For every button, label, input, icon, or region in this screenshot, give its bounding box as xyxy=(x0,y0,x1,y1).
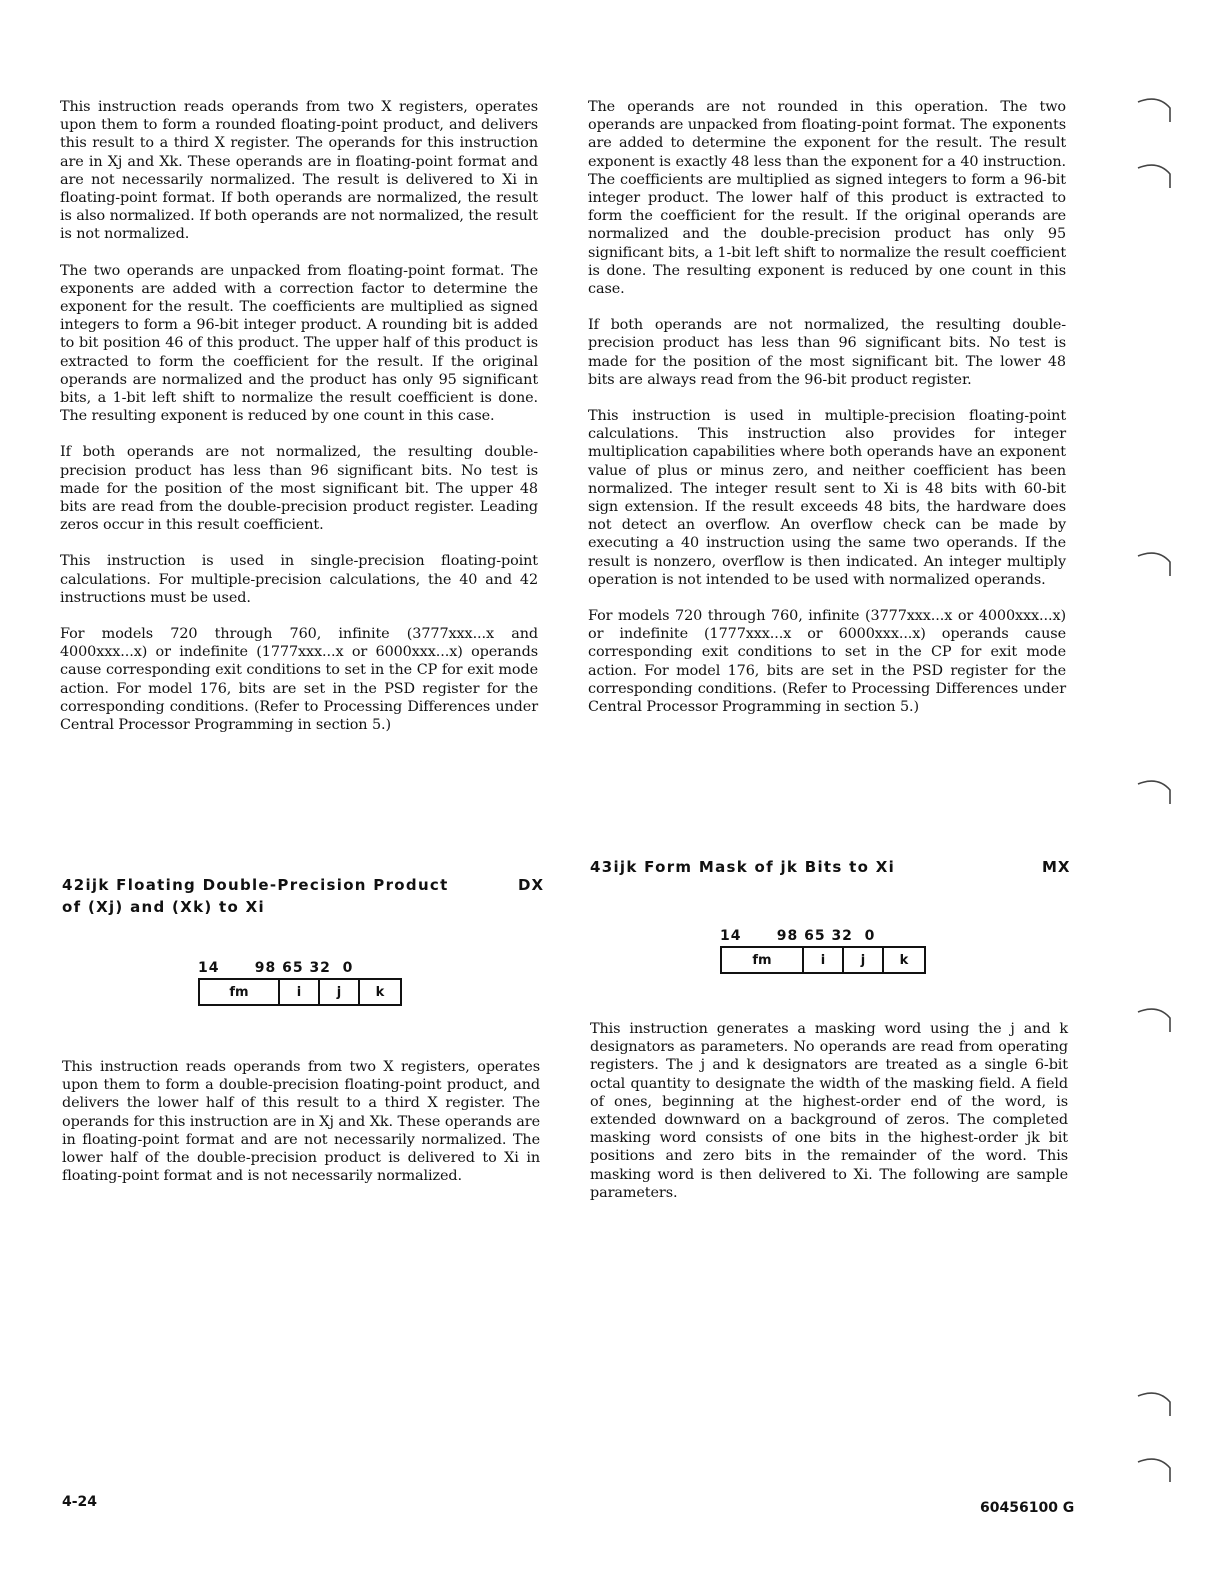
field-j: j xyxy=(318,980,358,1004)
binder-ring-icon xyxy=(1136,1386,1176,1422)
paragraph: For models 720 through 760, infinite (3777xxx...x or 4000xxx...x) or indefinite (1777xxx...x or 6000xxx...x) operands cause corresponding exit conditions to set in the CP for exit mode action. For model 176, bits are set in the PSD register for the corresponding conditions. (Refer to Processing Differences under Central Processor Programming in section 5.) xyxy=(588,608,1066,716)
binder-ring-icon xyxy=(1136,92,1176,128)
field-k: k xyxy=(882,948,924,972)
field-fm: fm xyxy=(752,952,772,968)
document-number: 60456100 G xyxy=(980,1500,1075,1516)
section-title: 43ijk Form Mask of jk Bits to Xi xyxy=(590,858,896,876)
instruction-fields xyxy=(720,946,926,974)
left-column xyxy=(60,98,538,734)
section-heading-43ijk xyxy=(590,856,1072,878)
section-title-line2: of (Xj) and (Xk) to Xi xyxy=(62,898,265,916)
instruction-format-diagram xyxy=(198,960,404,1008)
instruction-fields xyxy=(198,978,402,1006)
field-k: k xyxy=(358,980,400,1004)
mnemonic-label: DX xyxy=(518,876,545,894)
instruction-format-diagram xyxy=(720,928,928,976)
paragraph: For models 720 through 760, infinite (3777xxx...x and 4000xxx...x) or indefinite (1777xxx...x or 6000xxx...x) operands cause corresponding exit conditions to set in the CP for exit mode action. For model 176, bits are set in the PSD register for the corresponding conditions. (Refer to Processing Differences under Central Processor Programming in section 5.) xyxy=(60,626,538,734)
paragraph: The operands are not rounded in this operation. The two operands are unpacked from floating-point format. The exponents are added to determine the exponent for the result. The result exponent is exactly 48 less than the exponent for a 40 instruction. The coefficients are multiplied as signed integers to form a 96-bit integer product. The lower half of this product is extracted to form the coefficient for the result. If the original operands are normalized and the double-precision product has only 95 significant bits, a 1-bit left shift to normalize the result coefficient is done. The resulting exponent is reduced by one count in this case. xyxy=(588,99,1066,298)
section-body-43ijk xyxy=(590,1020,1068,1202)
field-i: i xyxy=(278,980,318,1004)
binder-ring-icon xyxy=(1136,546,1176,582)
section-title: 42ijk Floating Double-Precision Product xyxy=(62,876,449,894)
right-column xyxy=(588,98,1066,716)
field-j: j xyxy=(842,948,882,972)
bit-positions: 14 98 65 32 0 xyxy=(198,960,354,976)
mnemonic-label: MX xyxy=(1042,858,1071,876)
paragraph: If both operands are not normalized, the resulting double-precision product has less than 96 significant bits. No test is made for the position of the most significant bit. The upper 48 bits are read from the double-precision product register. Leading zeros occur in this result coefficient. xyxy=(60,444,538,534)
paragraph: This instruction is used in single-precision floating-point calculations. For multiple-precision calculations, the 40 and 42 instructions must be used. xyxy=(60,553,538,606)
paragraph: This instruction is used in multiple-precision floating-point calculations. This instruction also provides for integer multiplication capabilities where both operands have an exponent value of plus or minus zero, and neither coefficient has been normalized. The integer result sent to Xi is 48 bits with 60-bit sign extension. If the result exceeds 48 bits, the hardware does not detect an overflow. An overflow check can be made by executing a 40 instruction using the same two operands. If the result is nonzero, overflow is then indicated. An integer multiply operation is not intended to be used with normalized operands. xyxy=(588,408,1066,588)
page-number: 4-24 xyxy=(62,1494,98,1510)
binder-ring-icon xyxy=(1136,1002,1176,1038)
paragraph: This instruction reads operands from two X registers, operates upon them to form a double-precision floating-point product, and delivers the lower half of this result to a third X register. The operands for this instruction are in Xj and Xk. These operands are in floating-point format and are not necessarily normalized. The lower half of the double-precision product is delivered to Xi in floating-point format and is not necessarily normalized. xyxy=(62,1059,540,1185)
field-fm: fm xyxy=(229,984,249,1000)
paragraph: This instruction generates a masking word using the j and k designators as parameters. No operands are read from operating registers. The j and k designators are treated as a single 6-bit octal quantity to designate the width of the masking field. A field of ones, beginning at the highest-order end of the word, is extended downward on a background of zeros. The completed masking word consists of one bits in the highest-order jk bit positions and zero bits in the remainder of the word. This masking word is then delivered to Xi. The following are sample parameters. xyxy=(590,1021,1068,1201)
bit-positions: 14 98 65 32 0 xyxy=(720,928,876,944)
binder-ring-icon xyxy=(1136,1452,1176,1488)
paragraph: This instruction reads operands from two X registers, operates upon them to form a rounded floating-point product, and delivers this result to a third X register. The operands for this instruction are in Xj and Xk. These operands are in floating-point format and are not necessarily normalized. The result is delivered to Xi in floating-point format. If both operands are normalized, the result is also normalized. If both operands are not normalized, the result is not normalized. xyxy=(60,99,538,243)
binder-ring-icon xyxy=(1136,774,1176,810)
binder-ring-icon xyxy=(1136,158,1176,194)
section-heading-42ijk xyxy=(62,874,545,918)
paragraph: The two operands are unpacked from floating-point format. The exponents are added with a correction factor to determine the exponent for the result. The coefficients are multiplied as signed integers to form a 96-bit integer product. A rounding bit is added to bit position 46 of this product. The upper half of this product is extracted to form the coefficient for the result. If the original operands are normalized and the product has only 95 significant bits, a 1-bit left shift to normalize the result coefficient is done. The resulting exponent is reduced by one count in this case. xyxy=(60,262,538,425)
paragraph: If both operands are not normalized, the resulting double-precision product has less than 96 significant bits. No test is made for the position of the most significant bit. The lower 48 bits are always read from the 96-bit product register. xyxy=(588,317,1066,388)
section-body-42ijk xyxy=(62,1058,540,1185)
field-i: i xyxy=(802,948,842,972)
